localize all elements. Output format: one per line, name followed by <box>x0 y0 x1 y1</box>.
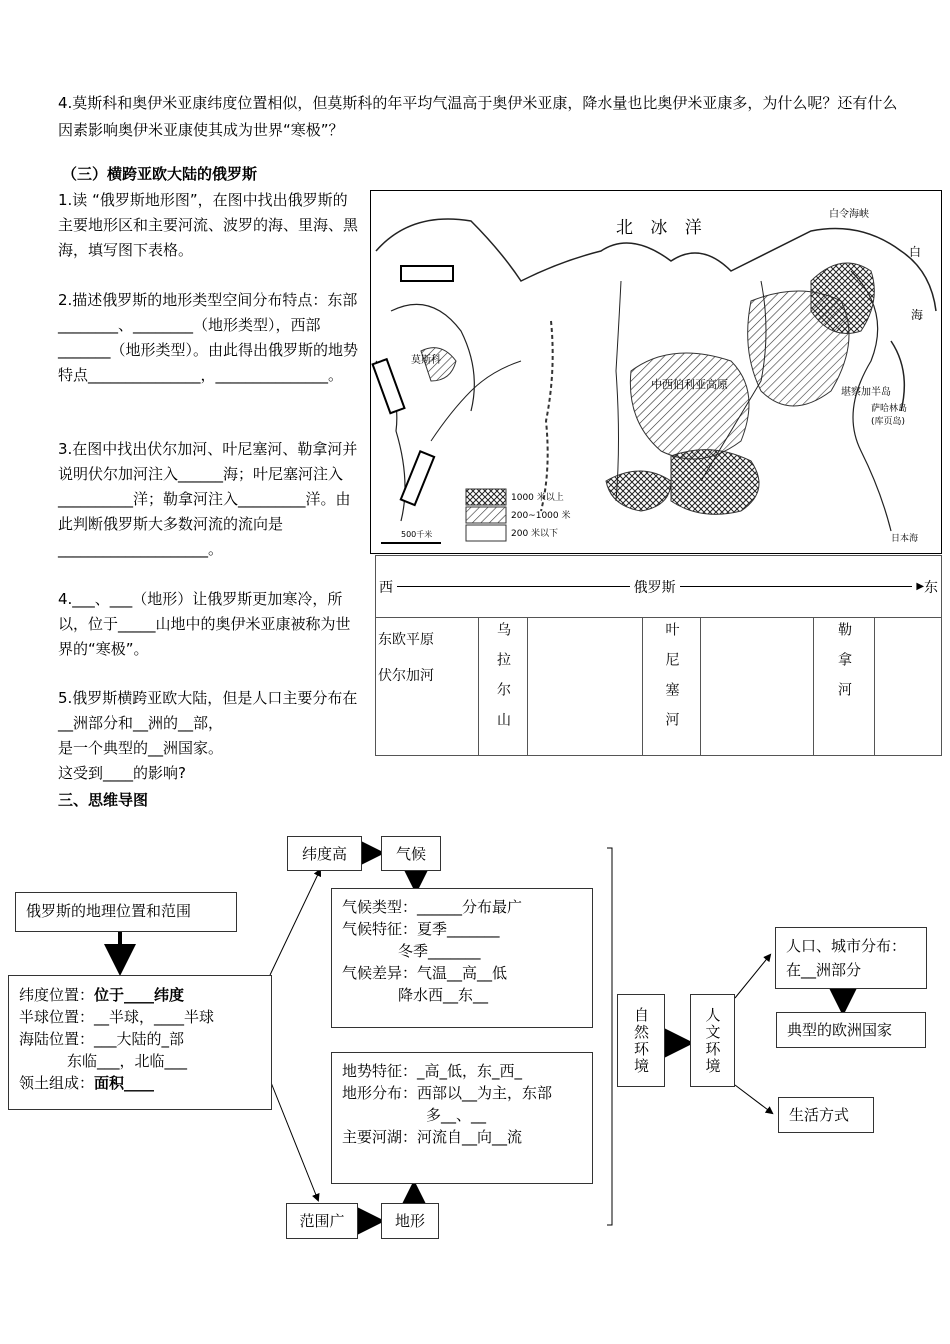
node-european-country: 典型的欧洲国家 <box>776 1012 926 1048</box>
detail-borders: 东临___，北临___ <box>67 1052 188 1070</box>
climate-difference: 气候差异：气温__高__低 <box>342 964 508 982</box>
yenisei-river: 叶尼塞河 <box>663 622 680 742</box>
moscow-label: 莫斯科 <box>411 355 441 366</box>
volga-river: 伏尔加河 <box>378 668 434 684</box>
sea-label-1: 白 <box>909 245 922 259</box>
japan-sea-label: 日本海 <box>891 534 919 544</box>
climate-type: 气候类型：______分布最广 <box>342 898 523 916</box>
kamchatka-label: 堪察加半岛 <box>841 387 891 398</box>
terrain-feature: 地势特征：_高_低，东_西_ <box>342 1062 523 1080</box>
arctic-ocean-label: 北 冰 洋 <box>616 218 708 238</box>
climate-feature: 气候特征：夏季_______ <box>342 920 500 938</box>
question-5c: 这受到____的影响? <box>58 764 186 782</box>
node-high-latitude: 纬度高 <box>287 836 362 871</box>
node-lifestyle: 生活方式 <box>778 1097 874 1133</box>
node-terrain: 地形 <box>381 1203 439 1239</box>
bering-strait-label: 白令海峡 <box>829 209 869 220</box>
detail-hemisphere: 半球位置：__半球，____半球 <box>19 1008 215 1026</box>
node-natural-environment: 自然环境 <box>617 994 665 1087</box>
legend-low: 200 米以下 <box>511 529 559 539</box>
climate-winter: 冬季_______ <box>398 942 481 960</box>
question-3: 3.在图中找出伏尔加河、叶尼塞河、勒拿河并说明伏尔加河注入______海；叶尼塞河注入__________洋；勒拿河注入_________洋。由此判断俄罗斯大多数河流的流向是____________________。 <box>58 440 358 558</box>
ural-mountains: 乌拉尔山 <box>495 622 511 742</box>
question-5b: 是一个典型的__洲国家。 <box>58 739 224 757</box>
node-wide-range: 范围广 <box>286 1203 358 1239</box>
question-2: 2.描述俄罗斯的地形类型空间分布特点：东部________、________（地形类型），西部_______（地形类型）。由此得出俄罗斯的地势特点_______________，_______________。 <box>58 291 359 384</box>
section-3-title: （三）横跨亚欧大陆的俄罗斯 <box>62 165 258 183</box>
east-european-plain: 东欧平原 <box>378 632 434 648</box>
central-siberian-plateau-label: 中西伯利亚高原 <box>651 378 728 391</box>
node-population: 人口、城市分布： 在__洲部分 <box>775 927 927 989</box>
table-country-label: 俄罗斯 <box>633 579 676 596</box>
terrain-box <box>331 1052 593 1184</box>
question-1: 1.读 “俄罗斯地形图”，在图中找出俄罗斯的主要地形区和主要河流、波罗的海、里海、黑海，填写图下表格。 <box>58 191 359 259</box>
question-4: 4.莫斯科和奥伊米亚康纬度位置相似，但莫斯科的年平均气温高于奥伊米亚康，降水量也比奥伊米亚康多，为什么呢？还有什么因素影响奥伊米亚康使其成为世界“寒极”？ <box>58 94 898 139</box>
map-scale: 500千米 <box>401 530 433 539</box>
sea-label-2: 海 <box>911 308 924 322</box>
detail-latitude: 纬度位置：位于____纬度 <box>19 986 185 1004</box>
direction-east: 东 <box>924 579 939 596</box>
location-details-box <box>8 975 272 1110</box>
terrain-distribution-2: 多__、__ <box>426 1106 487 1124</box>
question-4-terrain: 4.___、___（地形）让俄罗斯更加寒冷，所以，位于_____山地中的奥伊米亚康被称为世界的“寒极”。 <box>58 590 351 658</box>
legend-high: 1000 米以上 <box>511 493 564 503</box>
mindmap-root: 俄罗斯的地理位置和范围 <box>15 892 237 932</box>
terrain-distribution: 地形分布：西部以__为主，东部 <box>342 1084 553 1102</box>
node-climate: 气候 <box>381 836 441 871</box>
direction-west: 西 <box>379 579 393 596</box>
detail-sea-land: 海陆位置：___大陆的_部 <box>19 1030 185 1048</box>
mindmap-title: 三、思维导图 <box>58 791 149 809</box>
table-header-row: 西 俄罗斯 ▶ 东 <box>376 556 942 618</box>
climate-box <box>331 888 593 1028</box>
lena-river: 勒拿河 <box>836 622 852 712</box>
node-human-environment: 人文环境 <box>690 994 735 1087</box>
sakhalin-label: 萨哈林岛 (库页岛) <box>871 404 908 427</box>
legend-mid: 200~1000 米 <box>511 511 571 521</box>
detail-territory: 领土组成：面积____ <box>19 1074 155 1092</box>
climate-precip: 降水西__东__ <box>398 986 489 1004</box>
rivers-lakes: 主要河湖：河流自__向__流 <box>342 1128 523 1146</box>
question-5a: 5.俄罗斯横跨亚欧大陆，但是人口主要分布在__洲部分和__洲的__部， <box>58 689 358 732</box>
